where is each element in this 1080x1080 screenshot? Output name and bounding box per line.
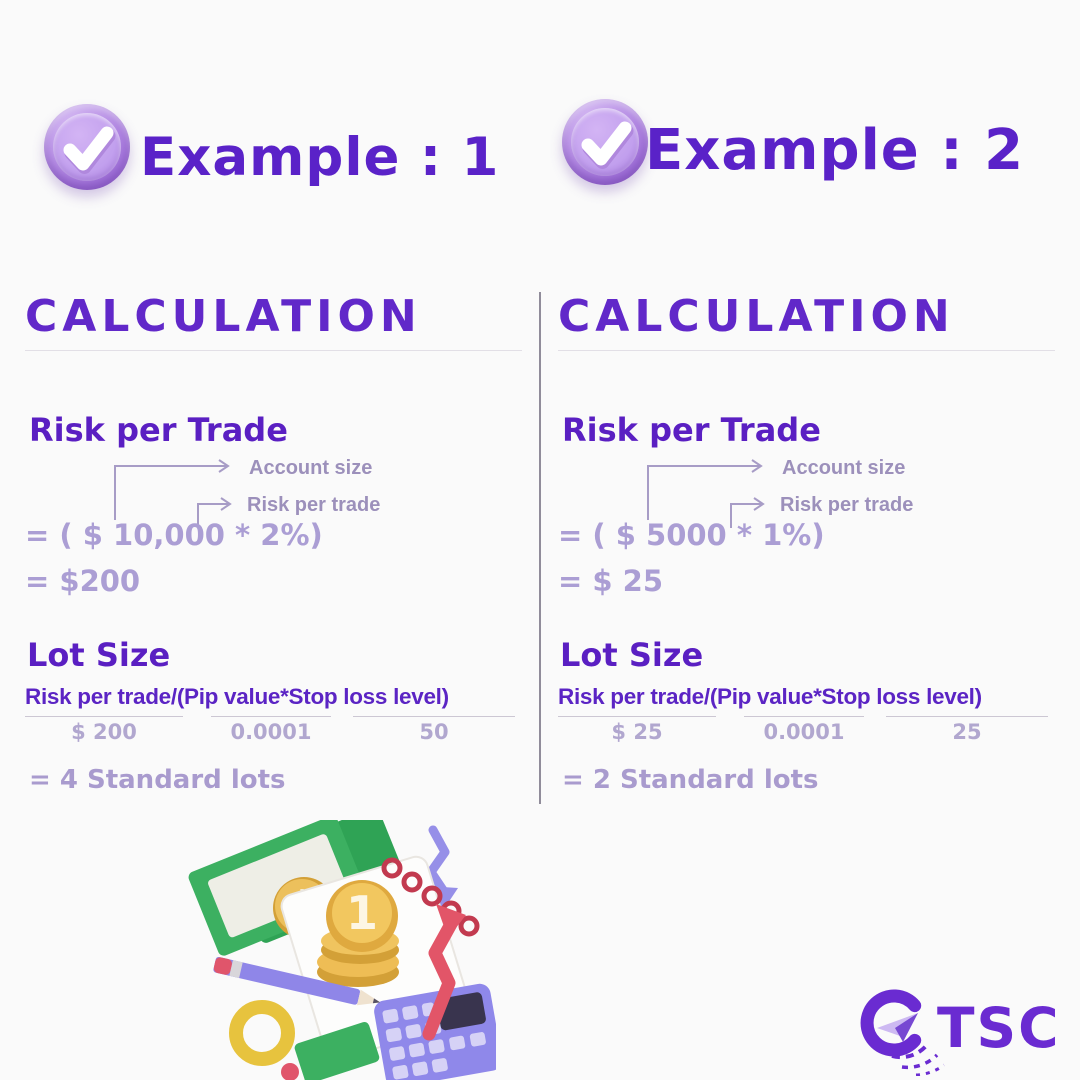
- lot-size-heading: Lot Size: [27, 636, 171, 674]
- stop-loss-value: 25: [886, 716, 1048, 744]
- risk-result: = $200: [25, 564, 141, 598]
- heading-rule: [25, 350, 522, 351]
- risk-per-trade-heading: Risk per Trade: [562, 411, 821, 449]
- risk-per-trade-value: $ 200: [25, 716, 183, 744]
- risk-per-trade-heading: Risk per Trade: [29, 411, 288, 449]
- example-1-title: Example : 1: [140, 127, 500, 188]
- logo-text: TSC: [937, 996, 1061, 1060]
- risk-per-trade-label: Risk per trade: [780, 494, 914, 516]
- pip-value: 0.0001: [744, 716, 864, 744]
- lot-size-formula: Risk per trade/(Pip value*Stop loss level): [25, 684, 449, 709]
- calculation-heading: CALCULATION: [25, 291, 422, 342]
- account-size-label: Account size: [782, 457, 906, 479]
- tsc-logo: [860, 976, 1065, 1076]
- risk-formula: = ( $ 5000 * 1%): [558, 518, 825, 552]
- risk-per-trade-value: $ 25: [558, 716, 716, 744]
- example-2-column: [558, 0, 1063, 1080]
- account-size-label: Account size: [249, 457, 373, 479]
- risk-per-trade-label: Risk per trade: [247, 494, 381, 516]
- lot-size-heading: Lot Size: [560, 636, 704, 674]
- example-2-title: Example : 2: [645, 118, 1025, 183]
- yellow-ring: [236, 1007, 288, 1059]
- lot-size-result: = 4 Standard lots: [29, 765, 286, 795]
- pip-value: 0.0001: [211, 716, 331, 744]
- money-calculator-illustration: [186, 820, 496, 1080]
- column-divider: [539, 292, 541, 804]
- heading-rule: [558, 350, 1055, 351]
- risk-result: = $ 25: [558, 564, 664, 598]
- risk-formula: = ( $ 10,000 * 2%): [25, 518, 323, 552]
- lot-size-formula: Risk per trade/(Pip value*Stop loss level): [558, 684, 982, 709]
- stop-loss-value: 50: [353, 716, 515, 744]
- calculation-heading: CALCULATION: [558, 291, 955, 342]
- lot-size-result: = 2 Standard lots: [562, 765, 819, 795]
- coin-one-symbol: 1: [345, 886, 379, 940]
